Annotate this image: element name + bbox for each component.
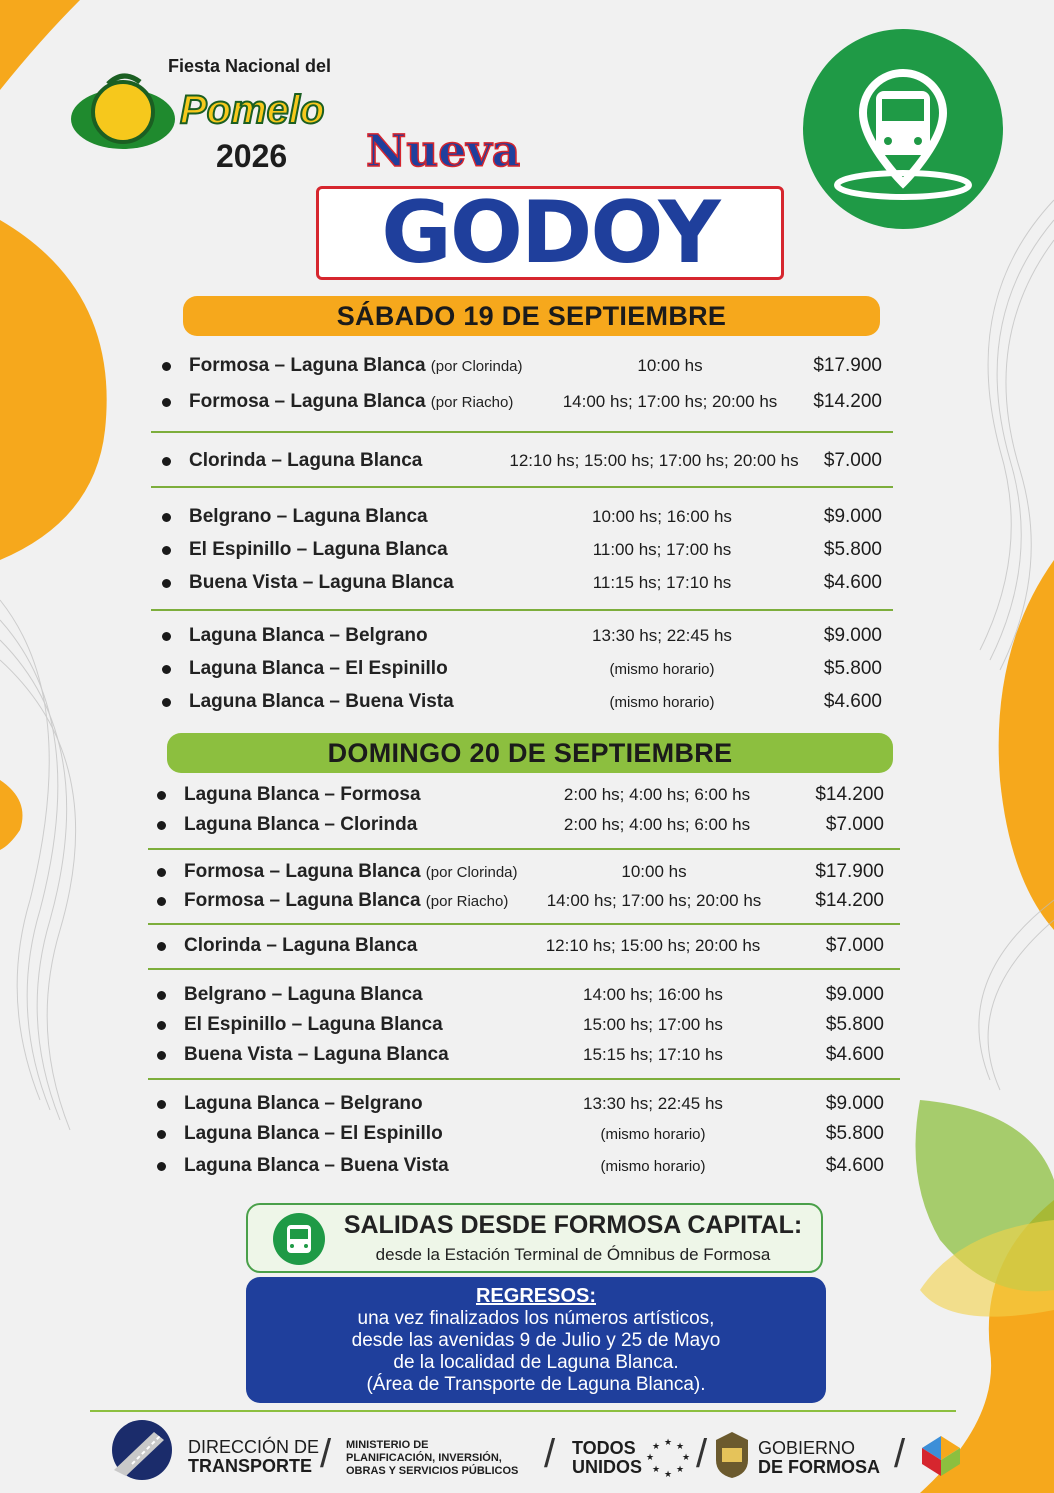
departure-times: 14:00 hs; 16:00 hs (583, 985, 723, 1004)
fare-price: $5.800 (823, 658, 882, 679)
route-name: El Espinillo – Laguna Blanca (189, 539, 448, 560)
footer-todos-1: TODOS (572, 1438, 636, 1458)
schedule-row (0, 355, 1054, 385)
departure-times: 2:00 hs; 4:00 hs; 6:00 hs (563, 785, 751, 804)
bullet-icon (157, 1051, 166, 1060)
route-name: Belgrano – Laguna Blanca (189, 506, 428, 527)
formosa-colors-icon (918, 1432, 964, 1480)
route-name: Clorinda – Laguna Blanca (189, 450, 423, 471)
group-divider (151, 486, 893, 488)
returns-line-3: de la localidad de Laguna Blanca. (393, 1352, 679, 1373)
bus-icon (272, 1212, 326, 1266)
route-name: Laguna Blanca – Belgrano (184, 1093, 423, 1114)
route-name: Formosa – Laguna Blanca (por Clorinda) (184, 861, 518, 882)
svg-text:★: ★ (682, 1453, 690, 1463)
route-name: Laguna Blanca – El Espinillo (184, 1123, 443, 1144)
route-name: Laguna Blanca – Clorinda (184, 814, 418, 835)
saturday-title: SÁBADO 19 DE SEPTIEMBRE (183, 296, 880, 336)
footer-transporte-1: DIRECCIÓN DE (188, 1437, 320, 1457)
bullet-icon (157, 868, 166, 877)
schedule-row (0, 1014, 1054, 1044)
pomelo-fruit-icon (68, 64, 178, 164)
transporte-logo-icon (104, 1418, 180, 1482)
fare-price: $14.200 (815, 890, 884, 911)
fare-price: $7.000 (823, 450, 882, 471)
pomelo-logo (68, 52, 358, 182)
brand-godoy-box (316, 183, 784, 283)
footer-todos-2: UNIDOS (572, 1457, 643, 1477)
departure-times: 2:00 hs; 4:00 hs; 6:00 hs (563, 815, 751, 834)
bullet-icon (162, 362, 171, 371)
fare-price: $17.900 (813, 355, 882, 376)
returns-line-2: desde las avenidas 9 de Julio y 25 de Mayo (351, 1330, 721, 1351)
departure-times: (mismo horario) (600, 1126, 706, 1143)
bullet-icon (162, 579, 171, 588)
bullet-icon (157, 897, 166, 906)
departure-times: 12:10 hs; 15:00 hs; 20:00 hs (545, 936, 761, 955)
schedule-row (0, 539, 1054, 569)
schedule-row (0, 572, 1054, 602)
svg-text:★: ★ (676, 1442, 685, 1452)
departure-times: 15:15 hs; 17:10 hs (583, 1045, 723, 1064)
bullet-icon (157, 991, 166, 1000)
bullet-icon (162, 665, 171, 674)
svg-text:★: ★ (652, 1442, 661, 1452)
group-divider (151, 431, 893, 433)
route-name: Belgrano – Laguna Blanca (184, 984, 423, 1005)
footer-transporte-2: TRANSPORTE (188, 1456, 313, 1476)
fare-price: $5.800 (825, 1123, 884, 1144)
bullet-icon (162, 457, 171, 466)
route-name: Formosa – Laguna Blanca (por Clorinda) (189, 355, 523, 376)
bus-location-icon (802, 25, 1004, 237)
returns-line-4: (Área de Transporte de Laguna Blanca). (366, 1374, 706, 1395)
departures-title: SALIDAS DESDE FORMOSA CAPITAL: (343, 1211, 803, 1239)
bullet-icon (162, 632, 171, 641)
departure-times: 12:10 hs; 15:00 hs; 17:00 hs; 20:00 hs (509, 451, 799, 470)
route-name: Laguna Blanca – Belgrano (189, 625, 428, 646)
fare-price: $7.000 (825, 814, 884, 835)
route-name: Laguna Blanca – Buena Vista (184, 1155, 449, 1176)
departures-subtitle: desde la Estación Terminal de Ómnibus de Formosa (375, 1245, 771, 1264)
departure-times: 13:30 hs; 22:45 hs (583, 1094, 723, 1113)
departure-times: 15:00 hs; 17:00 hs (583, 1015, 723, 1034)
route-note: (por Clorinda) (430, 358, 523, 375)
bullet-icon (162, 546, 171, 555)
route-note: (por Clorinda) (425, 864, 518, 881)
departure-times: 14:00 hs; 17:00 hs; 20:00 hs (562, 392, 778, 411)
bullet-icon (157, 1162, 166, 1171)
departure-times: 11:15 hs; 17:10 hs (592, 573, 732, 592)
bullet-icon (157, 1100, 166, 1109)
route-name: Laguna Blanca – Formosa (184, 784, 421, 805)
fare-price: $9.000 (823, 625, 882, 646)
schedule-row (0, 391, 1054, 421)
svg-text:★: ★ (664, 1470, 673, 1480)
route-name: Buena Vista – Laguna Blanca (184, 1044, 449, 1065)
gobierno-shield-icon (712, 1430, 752, 1480)
fare-price: $4.600 (823, 572, 882, 593)
brand-godoy: GODOY (381, 183, 719, 283)
schedule-row (0, 784, 1054, 814)
fare-price: $14.200 (815, 784, 884, 805)
logo-name: Pomelo (180, 88, 325, 132)
departure-times: 11:00 hs; 17:00 hs (592, 540, 732, 559)
bullet-icon (157, 791, 166, 800)
fare-price: $7.000 (825, 935, 884, 956)
svg-text:★: ★ (652, 1465, 661, 1475)
route-note: (por Riacho) (425, 893, 509, 910)
fare-price: $4.600 (825, 1155, 884, 1176)
returns-line-1: una vez finalizados los números artísticos, (357, 1308, 715, 1329)
fare-price: $4.600 (823, 691, 882, 712)
svg-text:★: ★ (646, 1453, 655, 1463)
bullet-icon (157, 942, 166, 951)
footer-slash-1: / (320, 1432, 332, 1476)
footer-gobierno-2: DE FORMOSA (758, 1457, 881, 1477)
brand-nueva: Nueva (366, 126, 521, 177)
footer-gobierno-1: GOBIERNO (758, 1438, 856, 1458)
schedule-row (0, 506, 1054, 536)
departure-times: 10:00 hs (621, 862, 687, 881)
bullet-icon (157, 1130, 166, 1139)
schedule-row (0, 1093, 1054, 1123)
fare-price: $9.000 (823, 506, 882, 527)
route-name: Buena Vista – Laguna Blanca (189, 572, 454, 593)
departure-times: 10:00 hs; 16:00 hs (592, 507, 732, 526)
departure-times: 13:30 hs; 22:45 hs (592, 626, 732, 645)
group-divider (148, 923, 900, 925)
schedule-row (0, 984, 1054, 1014)
schedule-row (0, 935, 1054, 965)
footer-ministerio-1: MINISTERIO DE (346, 1439, 429, 1451)
svg-text:★: ★ (676, 1465, 685, 1475)
fare-price: $5.800 (823, 539, 882, 560)
footer-slash-4: / (894, 1432, 906, 1476)
route-name: Formosa – Laguna Blanca (por Riacho) (184, 890, 509, 911)
departure-times: 14:00 hs; 17:00 hs; 20:00 hs (546, 891, 762, 910)
schedule-row (0, 658, 1054, 688)
schedule-row (0, 1123, 1054, 1153)
bullet-icon (157, 1021, 166, 1030)
departures-box (246, 1203, 823, 1273)
schedule-row (0, 814, 1054, 844)
bullet-icon (162, 398, 171, 407)
route-name: Clorinda – Laguna Blanca (184, 935, 418, 956)
fare-price: $17.900 (815, 861, 884, 882)
returns-title: REGRESOS: (475, 1285, 597, 1307)
logo-line1: Fiesta Nacional del (168, 56, 332, 76)
fare-price: $9.000 (825, 984, 884, 1005)
fare-price: $9.000 (825, 1093, 884, 1114)
group-divider (148, 848, 900, 850)
route-name: Laguna Blanca – Buena Vista (189, 691, 454, 712)
schedule-row (0, 1044, 1054, 1074)
fare-price: $5.800 (825, 1014, 884, 1035)
schedule-row (0, 625, 1054, 655)
departure-times: (mismo horario) (609, 661, 715, 678)
footer-slash-2: / (544, 1432, 556, 1476)
fare-price: $14.200 (813, 391, 882, 412)
route-note: (por Riacho) (430, 394, 514, 411)
schedule-row (0, 1155, 1054, 1185)
footer-ministerio-3: OBRAS Y SERVICIOS PÚBLICOS (346, 1465, 519, 1477)
bullet-icon (162, 513, 171, 522)
departure-times: (mismo horario) (609, 694, 715, 711)
schedule-row (0, 861, 1054, 891)
svg-text:★: ★ (664, 1438, 673, 1448)
bullet-icon (157, 821, 166, 830)
footer-ministerio-2: PLANIFICACIÓN, INVERSIÓN, (346, 1452, 502, 1464)
returns-box (246, 1277, 826, 1403)
group-divider (151, 609, 893, 611)
departure-times: (mismo horario) (600, 1158, 706, 1175)
footer-slash-3: / (696, 1432, 708, 1476)
fare-price: $4.600 (825, 1044, 884, 1065)
route-name: Formosa – Laguna Blanca (por Riacho) (189, 391, 514, 412)
sunday-title: DOMINGO 20 DE SEPTIEMBRE (167, 733, 893, 773)
route-name: El Espinillo – Laguna Blanca (184, 1014, 443, 1035)
departure-times: 10:00 hs (637, 356, 703, 375)
schedule-row (0, 450, 1054, 480)
schedule-row (0, 691, 1054, 721)
footer-divider (90, 1410, 956, 1412)
group-divider (148, 1078, 900, 1080)
bullet-icon (162, 698, 171, 707)
route-name: Laguna Blanca – El Espinillo (189, 658, 448, 679)
group-divider (148, 968, 900, 970)
stars-icon (644, 1436, 690, 1480)
logo-year: 2026 (216, 138, 288, 174)
schedule-row (0, 890, 1054, 920)
